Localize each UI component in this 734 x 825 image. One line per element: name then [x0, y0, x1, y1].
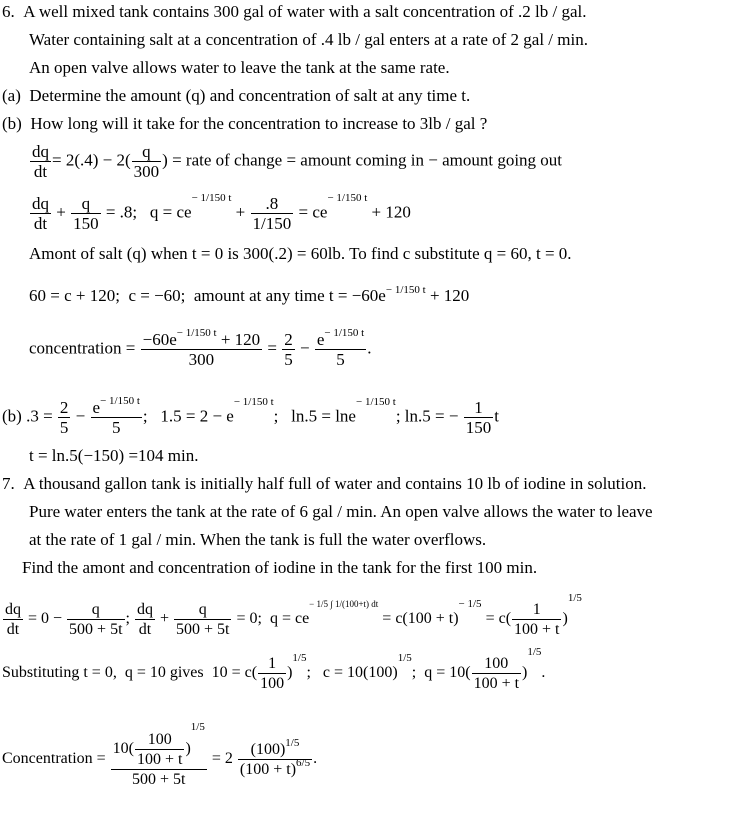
p6-line-2: Water containing salt at a concentration of .4 lb / gal enters at a rate of 2 gal / min. [29, 30, 588, 49]
p7-eq-rate: $\frac{dq}{dt}$ = 0 − $\frac{q}{500 + 5t}$ ; $\frac{dq}{dt}$ + $\frac{q}{500 + 5t}$ = 0; $q = ce^{- 1/5 \int 1/(100+t) dt} = c(100 + t)^{- 1/5} = c$( $\frac{1}{100 + t}$ )$^{1/5}$ [5, 592, 582, 638]
p6-line-5: (b) How long will it take for the concentration to increase to 3lb / gal ? [2, 114, 488, 133]
p6-eq-solution: $\frac{dq}{dt}$ + $\frac{q}{150}$ = .8; $q = ce^{- 1/150 t}$ + $\frac{.8}{1/150}$ = $ce^{- 1/150 t} + 120$ [32, 192, 411, 233]
p6-answer: t = ln.5(−150) =104 min. [29, 446, 199, 465]
p6-line-3: An open valve allows water to leave the tank at the same rate. [29, 58, 450, 77]
p7-eq-concentration: Concentration = 10( $\frac{100}{100 + t}$ )$^{1/5}$ 500 + 5t = 2 $\frac{(100)^{1/5}}{(100 + t)^{6/5}}$ . [2, 721, 318, 788]
p6-line-1: 6. A well mixed tank contains 300 gal of water with a salt concentration of .2 lb / gal. [2, 2, 587, 21]
p6-eq-initial: Amont of salt (q) when t = 0 is 300(.2) = 60lb. To find c substitute q = 60, t = 0. [29, 244, 572, 263]
p6-eq-amount: 60 = c + 120; c = −60; amount at any time $t = -60e^{- 1/150 t} + 120$ [29, 284, 470, 305]
p6-line-4: (a) Determine the amount (q) and concentration of salt at any time t. [2, 86, 471, 105]
p7-line-4: Find the amont and concentration of iodine in the tank for the first 100 min. [22, 558, 538, 577]
frac-q-300: $\frac{q}{300}$ [133, 142, 160, 181]
p6-eq-concentration: concentration = $\frac{-60e^{- 1/150 t} + 120}{300}$ = $\frac{2}{5}$ − $\frac{e^{- 1/150 t}}{5}$ . [29, 327, 372, 369]
frac-dq-dt: $\frac{dq}{dt}$ [32, 142, 49, 181]
p7-line-1: 7. A thousand gallon tank is initially half full of water and contains 10 lb of iodine in solution. [2, 474, 647, 493]
p6-part-b: (b) .3 = $\frac{2}{5}$ − $\frac{e^{- 1/150 t}}{5}$ ; $1.5 = 2 - e^{- 1/150 t}$; ln.5 = lne$^{- 1/150 t}$; ln.5 = − $\frac{1}{150}$ t [2, 395, 499, 437]
p7-line-2: Pure water enters the tank at the rate of 6 gal / min. An open valve allows the water to leave [29, 502, 653, 521]
p6-eq-rate: $\frac{dq}{dt}$ = 2(.4) − 2( $\frac{q}{300}$ ) = rate of change = amount coming in − amount going out [32, 142, 563, 181]
p7-line-3: at the rate of 1 gal / min. When the tank is full the water overflows. [29, 530, 487, 549]
p7-eq-substitute: Substituting t = 0, q = 10 gives 10 = c( $\frac{1}{100}$ )$^{1/5}$; $c = 10(100)^{1/5}$; q = 10( $\frac{100}{100 + t}$ )$^{1/5}$. [2, 646, 546, 692]
